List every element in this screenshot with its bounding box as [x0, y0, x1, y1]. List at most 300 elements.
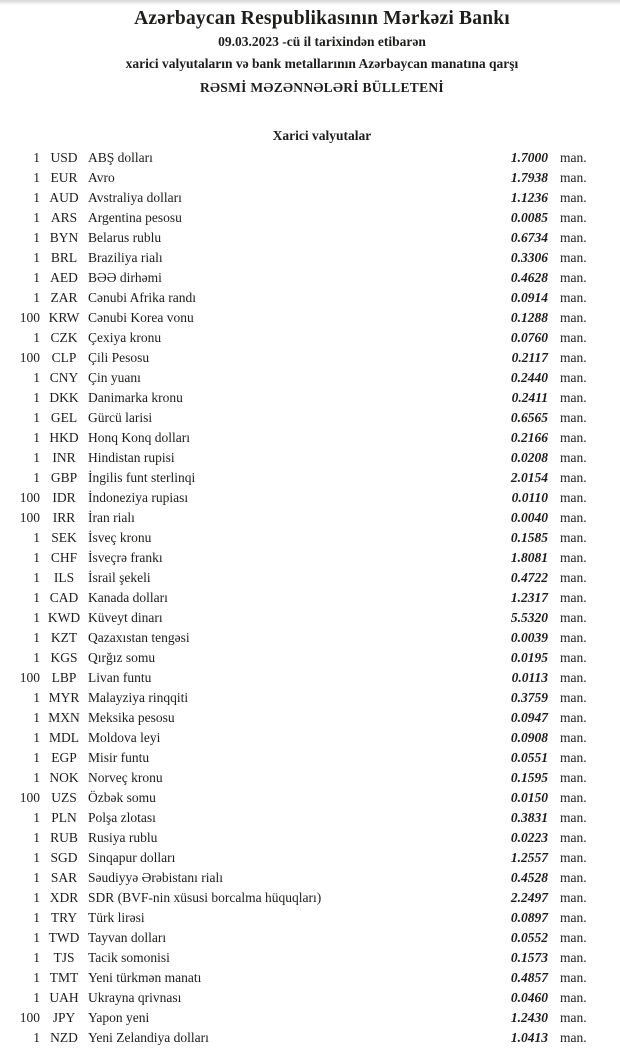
currency-name: İndoneziya rupiası — [88, 490, 189, 505]
manat-unit-label: man. — [560, 570, 587, 585]
quantity-value: 1 — [33, 970, 40, 985]
rate-unit-gap — [548, 228, 560, 248]
currency-name: Səudiyyə Ərəbistanı rialı — [88, 870, 223, 885]
bank-name-title: Azərbaycan Respublikasının Mərkəzi Bankı — [134, 8, 510, 29]
manat-unit-label: man. — [560, 370, 587, 385]
currency-name: Avstraliya dolları — [88, 190, 182, 205]
currency-name: Türk lirəsi — [88, 910, 145, 925]
currency-name: Malayziya rinqqiti — [88, 690, 189, 705]
manat-unit-label: man. — [560, 650, 587, 665]
rate-unit-gap — [548, 248, 560, 268]
currency-name: Kanada dolları — [88, 590, 168, 605]
currency-name: Hindistan rupisi — [88, 450, 175, 465]
rate-value: 0.3831 — [510, 810, 548, 825]
manat-unit-label: man. — [560, 910, 587, 925]
rate-row — [0, 828, 588, 848]
quantity-value: 1 — [33, 550, 40, 565]
rate-value: 0.1288 — [510, 310, 548, 325]
rate-value: 0.0040 — [510, 510, 548, 525]
currency-code: IRR — [52, 510, 76, 525]
rate-value: 0.1573 — [510, 950, 548, 965]
rate-row — [0, 408, 588, 428]
currency-name: Belarus rublu — [88, 230, 162, 245]
currency-code: MYR — [48, 690, 80, 705]
rate-unit-gap — [548, 748, 560, 768]
rate-value: 0.0908 — [510, 730, 548, 745]
rate-value: 2.0154 — [510, 470, 548, 485]
currency-name: Cənubi Afrika randı — [88, 290, 196, 305]
currency-name: Norveç kronu — [88, 770, 163, 785]
currency-name: Danimarka kronu — [88, 390, 183, 405]
quantity-value: 1 — [33, 170, 40, 185]
currency-code: GEL — [50, 410, 78, 425]
manat-unit-label: man. — [560, 210, 587, 225]
manat-unit-label: man. — [560, 670, 587, 685]
manat-unit-label: man. — [560, 1010, 587, 1025]
rate-unit-gap — [548, 328, 560, 348]
quantity-value: 1 — [33, 150, 40, 165]
quantity-value: 1 — [33, 650, 40, 665]
currency-name: Qırğız somu — [88, 650, 156, 665]
manat-unit-label: man. — [560, 690, 587, 705]
rate-value: 0.0947 — [510, 710, 548, 725]
rate-value: 0.4857 — [510, 970, 548, 985]
rate-value: 0.0113 — [511, 670, 548, 685]
rate-value: 1.7000 — [510, 150, 548, 165]
rate-row — [0, 808, 588, 828]
currency-name: Meksika pesosu — [88, 710, 175, 725]
quantity-value: 1 — [33, 850, 40, 865]
currency-code: MDL — [49, 730, 79, 745]
quantity-value: 1 — [33, 390, 40, 405]
manat-unit-label: man. — [560, 390, 587, 405]
rate-unit-gap — [548, 288, 560, 308]
currency-code: TWD — [48, 930, 80, 945]
rate-value: 0.2411 — [511, 390, 548, 405]
currency-code: MXN — [48, 710, 80, 725]
rate-value: 0.1585 — [510, 530, 548, 545]
quantity-value: 1 — [33, 770, 40, 785]
rate-row — [0, 908, 588, 928]
quantity-value: 1 — [33, 810, 40, 825]
rate-value: 5.5320 — [510, 610, 548, 625]
rate-row — [0, 708, 588, 728]
rate-value: 0.2440 — [510, 370, 548, 385]
currency-code: NOK — [49, 770, 79, 785]
manat-unit-label: man. — [560, 590, 587, 605]
quantity-value: 1 — [33, 950, 40, 965]
rate-row — [0, 248, 588, 268]
rate-row — [0, 508, 588, 528]
rate-row — [0, 328, 588, 348]
currency-code: DKK — [49, 390, 79, 405]
quantity-value: 1 — [33, 470, 40, 485]
rate-unit-gap — [548, 168, 560, 188]
quantity-value: 1 — [33, 590, 40, 605]
manat-unit-label: man. — [560, 530, 587, 545]
rate-row — [0, 668, 588, 688]
subtitle-line: xarici valyutaların və bank metallarının Azərbaycan manatına qarşı — [125, 56, 519, 71]
rate-value: 1.0413 — [510, 1030, 548, 1045]
currency-name: Çin yuanı — [88, 370, 141, 385]
rate-value: 0.0552 — [510, 930, 548, 945]
currency-code: EGP — [51, 750, 77, 765]
currency-name: Tayvan dolları — [88, 930, 167, 945]
rate-value: 0.6734 — [510, 230, 548, 245]
rate-unit-gap — [548, 928, 560, 948]
manat-unit-label: man. — [560, 750, 587, 765]
rate-unit-gap — [548, 788, 560, 808]
rate-row — [0, 728, 588, 748]
rate-row — [0, 1028, 588, 1048]
manat-unit-label: man. — [560, 490, 587, 505]
currency-name: Ukrayna qrivnası — [88, 990, 182, 1005]
currency-code: BRL — [50, 250, 78, 265]
rate-unit-gap — [548, 528, 560, 548]
quantity-value: 1 — [33, 750, 40, 765]
rate-value: 0.4628 — [510, 270, 548, 285]
rate-value: 1.7938 — [510, 170, 548, 185]
quantity-value: 1 — [33, 890, 40, 905]
currency-code: KZT — [50, 630, 78, 645]
currency-name: Livan funtu — [88, 670, 152, 685]
currency-code: AED — [50, 270, 78, 285]
rate-value: 0.2166 — [510, 430, 548, 445]
rate-unit-gap — [548, 348, 560, 368]
currency-code: SGD — [50, 850, 78, 865]
quantity-value: 1 — [33, 290, 40, 305]
currency-name: Cənubi Korea vonu — [88, 310, 194, 325]
currency-code: TJS — [53, 950, 75, 965]
rate-row — [0, 1008, 588, 1028]
rate-unit-gap — [548, 308, 560, 328]
rate-value: 0.0460 — [510, 990, 548, 1005]
currency-name: İsveçrə frankı — [88, 550, 163, 565]
rate-unit-gap — [548, 548, 560, 568]
rate-unit-gap — [548, 948, 560, 968]
manat-unit-label: man. — [560, 930, 587, 945]
rate-unit-gap — [548, 208, 560, 228]
manat-unit-label: man. — [560, 250, 587, 265]
rate-unit-gap — [548, 908, 560, 928]
rate-row — [0, 188, 588, 208]
manat-unit-label: man. — [560, 310, 587, 325]
quantity-value: 100 — [19, 790, 40, 805]
rate-unit-gap — [548, 368, 560, 388]
rate-value: 0.0208 — [510, 450, 548, 465]
rate-unit-gap — [548, 808, 560, 828]
currency-code: UAH — [49, 990, 79, 1005]
manat-unit-label: man. — [560, 810, 587, 825]
quantity-value: 1 — [33, 250, 40, 265]
quantity-value: 1 — [33, 870, 40, 885]
rate-unit-gap — [548, 1008, 560, 1028]
rate-row — [0, 888, 588, 908]
currency-name: Küveyt dinarı — [88, 610, 163, 625]
currency-name: Misir funtu — [88, 750, 150, 765]
rate-value: 0.3759 — [510, 690, 548, 705]
bulletin-title: RƏSMİ MƏZƏNNƏLƏRİ BÜLLETENİ — [199, 80, 444, 95]
currency-code: LBP — [51, 670, 77, 685]
currency-code: IDR — [52, 490, 76, 505]
rates-table — [0, 148, 620, 1048]
manat-unit-label: man. — [560, 770, 587, 785]
currency-code: BYN — [49, 230, 79, 245]
rate-row — [0, 228, 588, 248]
currency-code: EUR — [50, 170, 78, 185]
currency-name: Yapon yeni — [88, 1010, 150, 1025]
currency-code: KWD — [47, 610, 81, 625]
rate-unit-gap — [548, 708, 560, 728]
rate-value: 0.0150 — [510, 790, 548, 805]
currency-code: HKD — [49, 430, 79, 445]
currency-code: SEK — [51, 530, 77, 545]
currency-code: CHF — [50, 550, 78, 565]
manat-unit-label: man. — [560, 990, 587, 1005]
rate-row — [0, 288, 588, 308]
currency-code: INR — [52, 450, 76, 465]
rate-value: 1.2430 — [510, 1010, 548, 1025]
quantity-value: 1 — [33, 610, 40, 625]
quantity-value: 100 — [19, 1010, 40, 1025]
manat-unit-label: man. — [560, 150, 587, 165]
quantity-value: 100 — [19, 490, 40, 505]
quantity-value: 1 — [33, 570, 40, 585]
quantity-value: 1 — [33, 990, 40, 1005]
rate-value: 1.1236 — [510, 190, 548, 205]
currency-name: Qazaxıstan tengəsi — [88, 630, 190, 645]
rate-unit-gap — [548, 628, 560, 648]
currency-name: Argentina pesosu — [88, 210, 182, 225]
manat-unit-label: man. — [560, 450, 587, 465]
currency-name: İsveç kronu — [88, 530, 152, 545]
currency-code: CNY — [49, 370, 79, 385]
rate-value: 0.6565 — [510, 410, 548, 425]
quantity-value: 1 — [33, 450, 40, 465]
currency-code: CLP — [51, 350, 77, 365]
rate-row — [0, 388, 588, 408]
quantity-value: 100 — [19, 510, 40, 525]
quantity-value: 1 — [33, 830, 40, 845]
currency-name: Braziliya rialı — [88, 250, 163, 265]
currency-name: SDR (BVF-nin xüsusi borcalma hüquqları) — [88, 890, 322, 905]
rate-row — [0, 648, 588, 668]
rate-value: 0.4528 — [510, 870, 548, 885]
rate-unit-gap — [548, 988, 560, 1008]
manat-unit-label: man. — [560, 470, 587, 485]
currency-name: Moldova leyi — [88, 730, 161, 745]
currency-code: JPY — [52, 1010, 76, 1025]
currency-code: GBP — [50, 470, 78, 485]
rate-value: 0.0110 — [511, 490, 548, 505]
document-header — [0, 0, 620, 98]
rate-row — [0, 148, 588, 168]
manat-unit-label: man. — [560, 710, 587, 725]
manat-unit-label: man. — [560, 610, 587, 625]
rate-unit-gap — [548, 668, 560, 688]
manat-unit-label: man. — [560, 170, 587, 185]
rate-unit-gap — [548, 148, 560, 168]
currency-code: ZAR — [50, 290, 78, 305]
rate-row — [0, 528, 588, 548]
quantity-value: 100 — [19, 310, 40, 325]
rate-value: 0.0914 — [510, 290, 548, 305]
quantity-value: 1 — [33, 530, 40, 545]
manat-unit-label: man. — [560, 970, 587, 985]
currency-code: ILS — [53, 570, 75, 585]
manat-unit-label: man. — [560, 190, 587, 205]
rate-unit-gap — [548, 868, 560, 888]
rate-unit-gap — [548, 468, 560, 488]
rate-row — [0, 748, 588, 768]
rate-row — [0, 848, 588, 868]
rate-unit-gap — [548, 388, 560, 408]
currency-code: ARS — [50, 210, 78, 225]
rate-row — [0, 788, 588, 808]
quantity-value: 1 — [33, 370, 40, 385]
currency-code: KRW — [48, 310, 80, 325]
manat-unit-label: man. — [560, 730, 587, 745]
currency-name: BƏƏ dirhəmi — [88, 270, 162, 285]
rate-row — [0, 468, 588, 488]
quantity-value: 1 — [33, 330, 40, 345]
rate-row — [0, 568, 588, 588]
manat-unit-label: man. — [560, 890, 587, 905]
section-title-foreign-currencies: Xarici valyutalar — [272, 128, 372, 143]
manat-unit-label: man. — [560, 830, 587, 845]
rate-unit-gap — [548, 268, 560, 288]
rate-row — [0, 548, 588, 568]
rate-value: 0.0085 — [510, 210, 548, 225]
rate-row — [0, 688, 588, 708]
rate-row — [0, 308, 588, 328]
currency-name: İran rialı — [88, 510, 135, 525]
quantity-value: 1 — [33, 630, 40, 645]
currency-code: TRY — [50, 910, 78, 925]
rate-row — [0, 348, 588, 368]
quantity-value: 1 — [33, 230, 40, 245]
currency-name: Çili Pesosu — [88, 350, 150, 365]
effective-date-line: 09.03.2023 -cü il tarixindən etibarən — [218, 34, 426, 49]
rate-value: 0.0039 — [510, 630, 548, 645]
rate-unit-gap — [548, 448, 560, 468]
rate-unit-gap — [548, 968, 560, 988]
manat-unit-label: man. — [560, 230, 587, 245]
quantity-value: 1 — [33, 210, 40, 225]
rate-row — [0, 988, 588, 1008]
manat-unit-label: man. — [560, 550, 587, 565]
manat-unit-label: man. — [560, 410, 587, 425]
rate-unit-gap — [548, 888, 560, 908]
rate-row — [0, 768, 588, 788]
rate-row — [0, 268, 588, 288]
currency-name: ABŞ dolları — [88, 150, 153, 165]
rate-row — [0, 428, 588, 448]
rate-value: 0.0223 — [510, 830, 548, 845]
rate-unit-gap — [548, 768, 560, 788]
quantity-value: 1 — [33, 730, 40, 745]
currency-code: SAR — [50, 870, 78, 885]
quantity-value: 1 — [33, 910, 40, 925]
currency-code: CZK — [50, 330, 78, 345]
rate-value: 0.0897 — [510, 910, 548, 925]
currency-code: TMT — [49, 970, 79, 985]
currency-code: UZS — [51, 790, 77, 805]
manat-unit-label: man. — [560, 350, 587, 365]
rate-value: 0.0551 — [510, 750, 548, 765]
rate-unit-gap — [548, 428, 560, 448]
quantity-value: 1 — [33, 710, 40, 725]
rate-row — [0, 628, 588, 648]
rate-row — [0, 208, 588, 228]
quantity-value: 100 — [19, 670, 40, 685]
rate-value: 0.3306 — [510, 250, 548, 265]
rate-row — [0, 488, 588, 508]
rate-value: 0.0195 — [510, 650, 548, 665]
rate-value: 1.2557 — [510, 850, 548, 865]
currency-code: XDR — [49, 890, 79, 905]
rate-unit-gap — [548, 188, 560, 208]
rate-row — [0, 928, 588, 948]
currency-name: Tacik somonisi — [88, 950, 170, 965]
manat-unit-label: man. — [560, 870, 587, 885]
currency-name: Gürcü larisi — [88, 410, 153, 425]
rate-row — [0, 948, 588, 968]
currency-code: AUD — [49, 190, 79, 205]
manat-unit-label: man. — [560, 430, 587, 445]
rate-row — [0, 868, 588, 888]
currency-code: RUB — [50, 830, 78, 845]
rate-unit-gap — [548, 408, 560, 428]
rate-value: 1.8081 — [510, 550, 548, 565]
rate-unit-gap — [548, 648, 560, 668]
rate-value: 0.2117 — [511, 350, 548, 365]
manat-unit-label: man. — [560, 270, 587, 285]
manat-unit-label: man. — [560, 330, 587, 345]
currency-name: Rusiya rublu — [88, 830, 158, 845]
quantity-value: 1 — [33, 430, 40, 445]
quantity-value: 1 — [33, 1030, 40, 1045]
quantity-value: 1 — [33, 930, 40, 945]
quantity-value: 1 — [33, 270, 40, 285]
rate-row — [0, 968, 588, 988]
manat-unit-label: man. — [560, 950, 587, 965]
currency-code: USD — [50, 150, 78, 165]
currency-code: KGS — [50, 650, 78, 665]
rate-value: 0.0760 — [510, 330, 548, 345]
manat-unit-label: man. — [560, 630, 587, 645]
currency-name: Özbək somu — [88, 790, 156, 805]
rate-unit-gap — [548, 588, 560, 608]
currency-name: Polşa zlotası — [88, 810, 156, 825]
quantity-value: 1 — [33, 410, 40, 425]
currency-name: Honq Konq dolları — [88, 430, 190, 445]
currency-name: Avro — [88, 170, 115, 185]
rate-unit-gap — [548, 1028, 560, 1048]
currency-name: Yeni Zelandiya dolları — [88, 1030, 209, 1045]
rate-unit-gap — [548, 608, 560, 628]
rate-row — [0, 608, 588, 628]
currency-name: İsrail şekeli — [88, 570, 151, 585]
quantity-value: 100 — [19, 350, 40, 365]
rate-row — [0, 448, 588, 468]
rate-row — [0, 168, 588, 188]
rate-unit-gap — [548, 688, 560, 708]
rate-value: 0.1595 — [510, 770, 548, 785]
manat-unit-label: man. — [560, 790, 587, 805]
currency-name: İngilis funt sterlinqi — [88, 470, 196, 485]
rate-value: 2.2497 — [510, 890, 548, 905]
